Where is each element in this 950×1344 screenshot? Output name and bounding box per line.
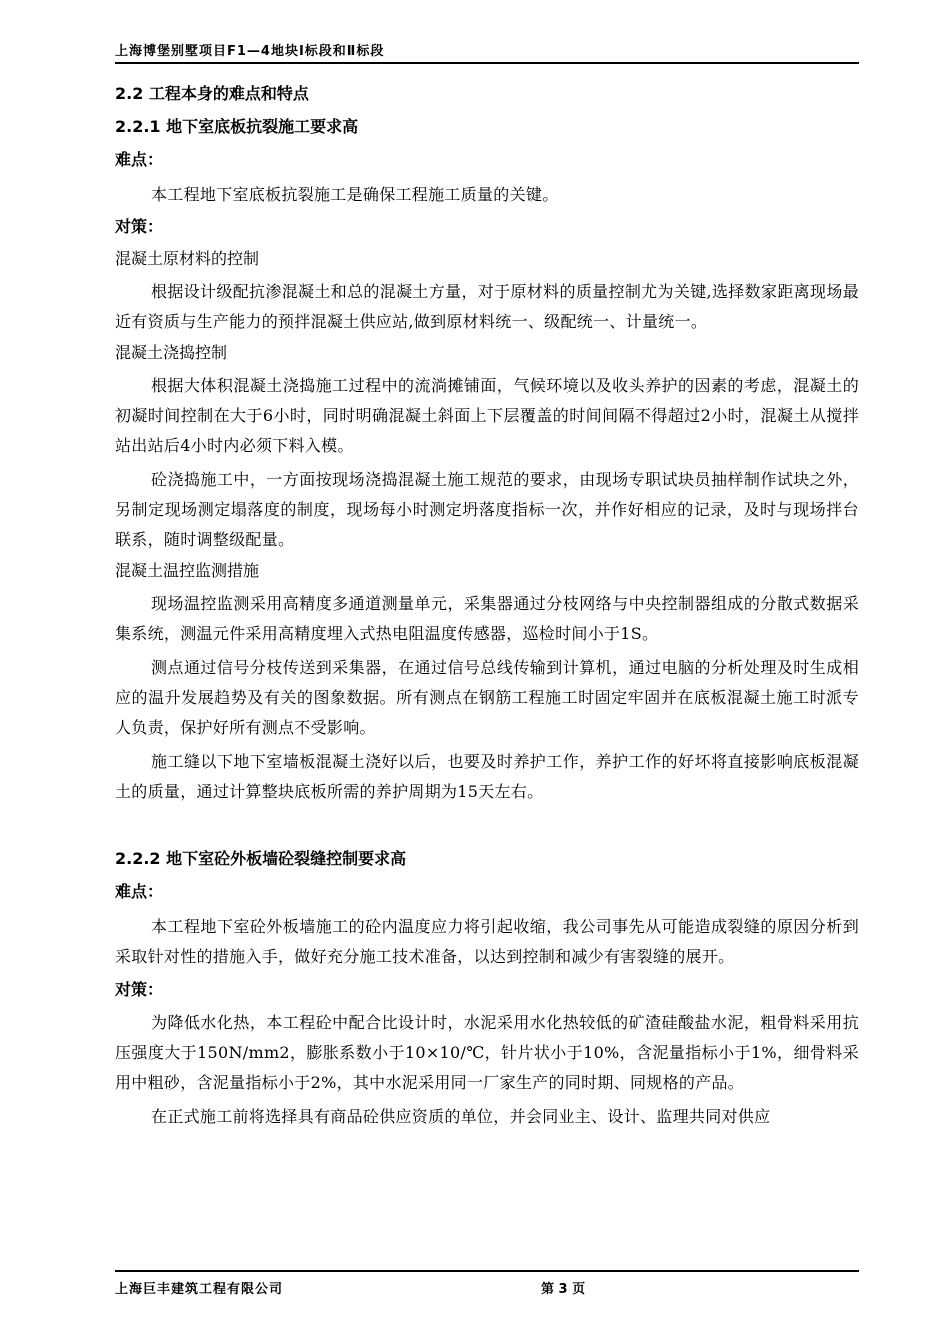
subsection-pouring-title: 混凝土浇捣控制 (115, 343, 228, 362)
section-2-2-2-title: 2.2.2 地下室砼外板墙砼裂缝控制要求高 (115, 849, 407, 868)
pouring-paragraph-2: 砼浇捣施工中，一方面按现场浇捣混凝土施工规范的要求，由现场专职试块员抽样制作试块之外，另制定现场测定塌落度的制度，现场每小时测定坍落度指标一次，并作好相应的记录，及时与现场拌台联系，随时调整级配量。 (115, 470, 859, 549)
temperature-paragraph-3: 施工缝以下地下室墙板混凝土浇好以后，也要及时养护工作，养护工作的好坏将直接影响底板混凝土的质量，通过计算整块底板所需的养护周期为15天左右。 (115, 752, 859, 801)
subsection-raw-materials-title: 混凝土原材料的控制 (115, 249, 260, 268)
subsection-temperature-title: 混凝土温控监测措施 (115, 561, 260, 580)
cement-paragraph: 为降低水化热，本工程砼中配合比设计时，水泥采用水化热较低的矿渣硅酸盐水泥，粗骨料采用抗压强度大于150N/mm2，膨胀系数小于10×10/℃，针片状小于10%，含泥量指标小于1%，细骨料采用中粗砂，含泥量指标小于2%，其中水泥采用同一厂家生产的同时期、同规格的产品。 (115, 1013, 859, 1092)
page-footer (115, 1270, 859, 1300)
temperature-paragraph-2: 测点通过信号分枝传送到采集器，在通过信号总线传输到计算机，通过电脑的分析处理及时生成相应的温升发展趋势及有关的图象数据。所有测点在钢筋工程施工时固定牢固并在底板混凝土施工时派专人负责，保护好所有测点不受影响。 (115, 658, 859, 737)
supplier-paragraph: 在正式施工前将选择具有商品砼供应资质的单位，并会同业主、设计、监理共同对供应 (151, 1107, 771, 1126)
section-2-2-title: 2.2 工程本身的难点和特点 (115, 84, 309, 103)
header-title: 上海博堡别墅项目F1—4地块Ⅰ标段和Ⅱ标段 (115, 44, 385, 59)
pouring-paragraph-1: 根据大体积混凝土浇捣施工过程中的流淌摊铺面，气候环境以及收头养护的因素的考虑，混凝土的初凝时间控制在大于6小时，同时明确混凝土斜面上下层覆盖的时间间隔不得超过2小时，混凝土从搅拌站出站后4小时内必须下料入模。 (115, 376, 859, 455)
difficulty-text-2: 本工程地下室砼外板墙施工的砼内温度应力将引起收缩，我公司事先从可能造成裂缝的原因分析到采取针对性的措施入手，做好充分施工技术准备，以达到控制和减少有害裂缝的展开。 (115, 917, 859, 966)
footer-company: 上海巨丰建筑工程有限公司 (115, 1282, 284, 1297)
difficulty-text: 本工程地下室底板抗裂施工是确保工程施工质量的关键。 (151, 185, 559, 204)
section-2-2-1-title: 2.2.1 地下室底板抗裂施工要求高 (115, 117, 359, 136)
difficulty-label: 难点： (115, 150, 164, 169)
page-header (115, 36, 859, 64)
measures-label: 对策： (115, 217, 164, 236)
difficulty-label-2: 难点： (115, 882, 164, 901)
raw-materials-paragraph: 根据设计级配抗渗混凝土和总的混凝土方量，对于原材料的质量控制尤为关键,选择数家距离现场最近有资质与生产能力的预拌混凝土供应站,做到原材料统一、级配统一、计量统一。 (115, 282, 859, 331)
page-number: 第 3 页 (541, 1282, 586, 1297)
document-body (115, 82, 859, 1132)
measures-label-2: 对策： (115, 980, 164, 999)
temperature-paragraph-1: 现场温控监测采用高精度多通道测量单元，采集器通过分枝网络与中央控制器组成的分散式数据采集系统，测温元件采用高精度埋入式热电阻温度传感器，巡检时间小于1S。 (115, 594, 859, 643)
